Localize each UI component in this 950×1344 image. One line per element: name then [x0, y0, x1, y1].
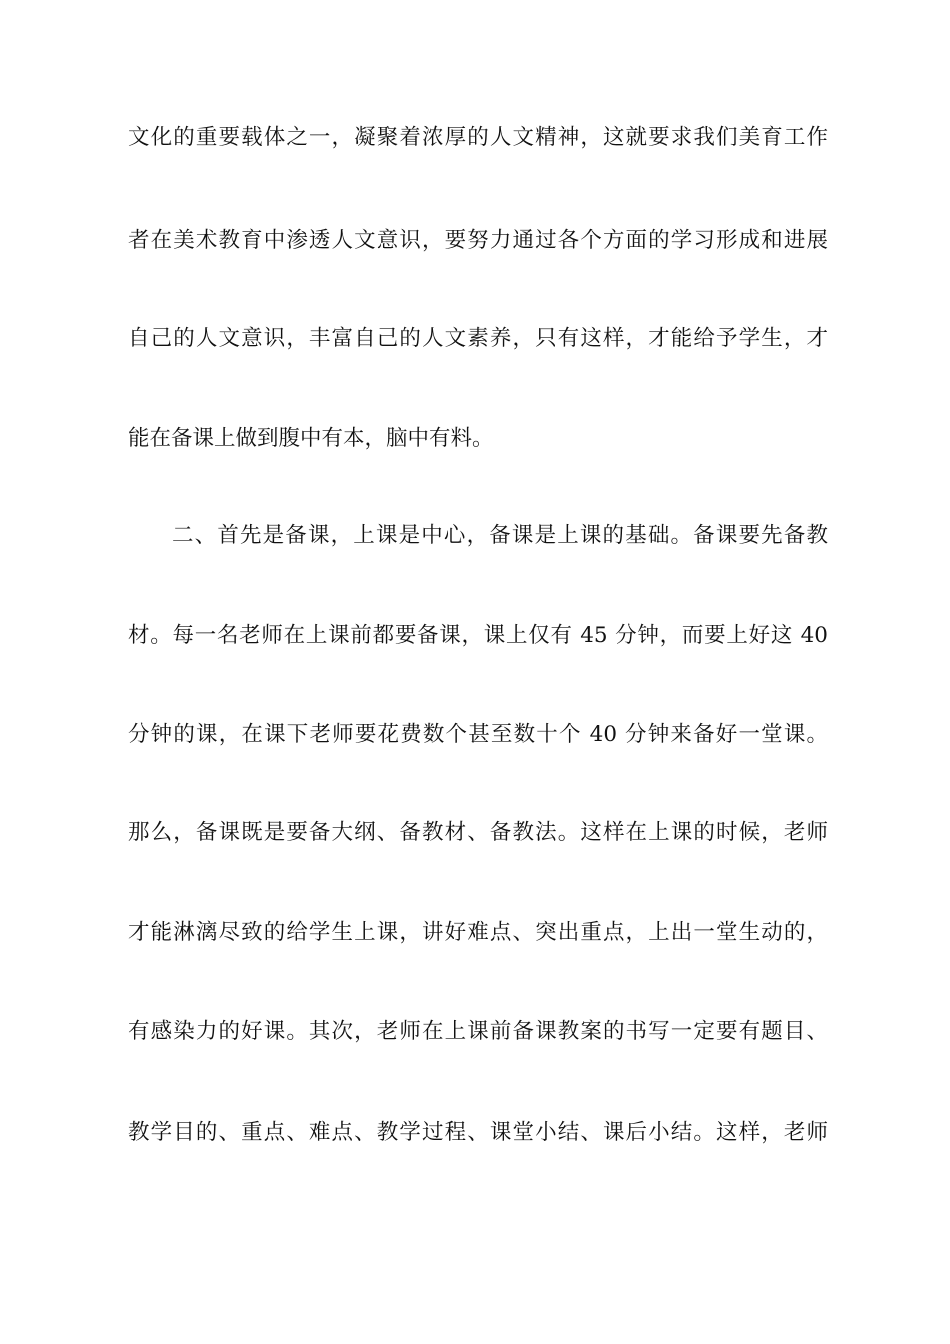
paragraph-2-line-6: 有感染力的好课。其次，老师在上课前备课教案的书写一定要有题目、 — [128, 1019, 828, 1044]
paragraph-2-line-7: 教学目的、重点、难点、教学过程、课堂小结、课后小结。这样，老师 — [128, 1120, 828, 1145]
paragraph-2-line-3: 分钟的课，在课下老师要花费数个甚至数十个 40 分钟来备好一堂课。 — [128, 722, 828, 747]
paragraph-1-line-1: 文化的重要载体之一，凝聚着浓厚的人文精神，这就要求我们美育工作 — [128, 125, 828, 150]
paragraph-1-line-4: 能在备课上做到腹中有本，脑中有料。 — [128, 426, 494, 451]
paragraph-2-line-1: 二、首先是备课，上课是中心，备课是上课的基础。备课要先备教 — [172, 523, 828, 548]
paragraph-2-line-2: 材。每一名老师在上课前都要备课，课上仅有 45 分钟，而要上好这 40 — [128, 623, 828, 648]
paragraph-2-line-5: 才能淋漓尽致的给学生上课，讲好难点、突出重点，上出一堂生动的， — [128, 920, 828, 945]
paragraph-2-line-4: 那么，备课既是要备大纲、备教材、备教法。这样在上课的时候，老师 — [128, 820, 828, 845]
paragraph-1-line-3: 自己的人文意识，丰富自己的人文素养，只有这样，才能给予学生，才 — [128, 326, 828, 351]
paragraph-1-line-2: 者在美术教育中渗透人文意识，要努力通过各个方面的学习形成和进展 — [128, 228, 828, 253]
